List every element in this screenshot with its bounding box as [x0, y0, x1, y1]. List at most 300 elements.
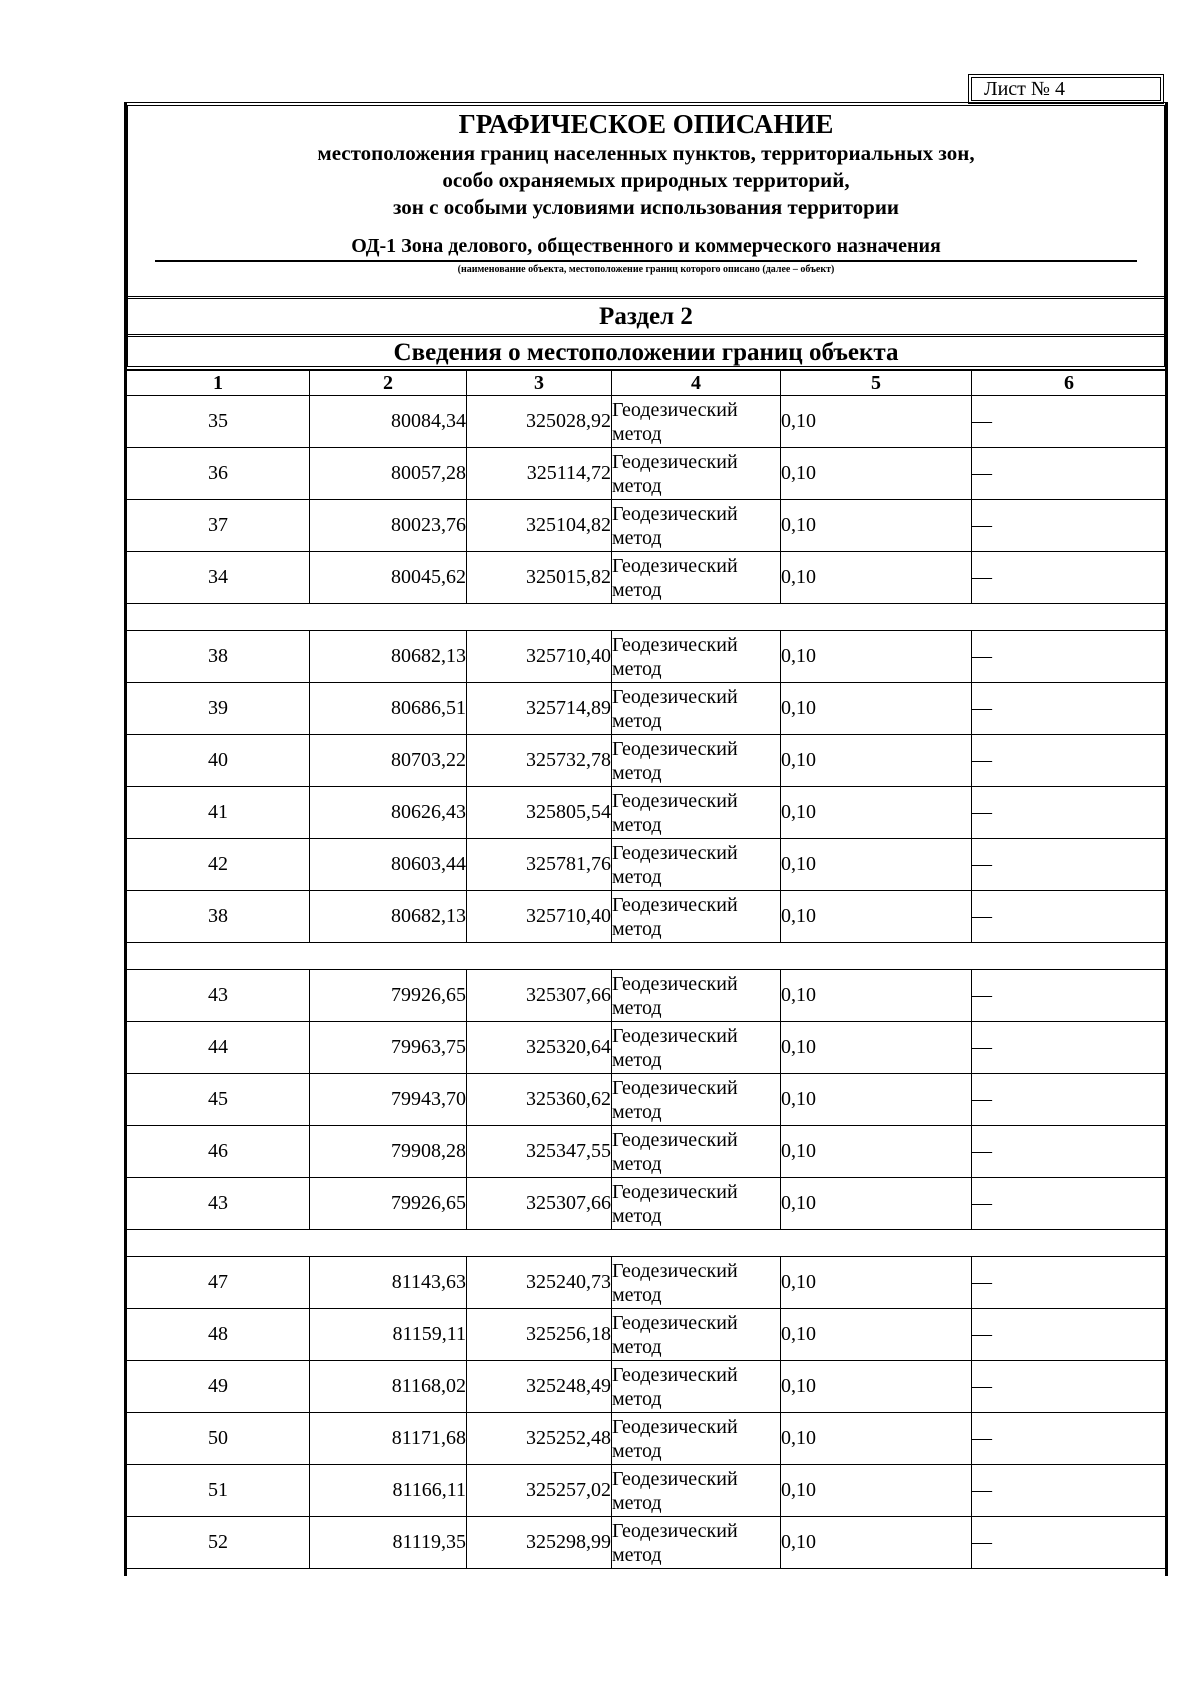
accuracy-cell-text: 0,10 [781, 1088, 816, 1110]
description-cell [972, 735, 1167, 787]
separator-cell [127, 1230, 1167, 1257]
column-header: 6 [972, 371, 1167, 396]
point-number-cell [127, 970, 310, 1022]
description-cell [972, 1126, 1167, 1178]
method-cell-text: метод [612, 761, 662, 784]
table-row [127, 1361, 1167, 1413]
x-coordinate-cell-text: 79943,70 [391, 1088, 466, 1110]
point-number-cell-text: 47 [208, 1271, 228, 1293]
description-cell-text: — [972, 1479, 992, 1501]
point-number-cell [127, 1257, 310, 1309]
description-cell-text: — [972, 1140, 992, 1162]
y-coordinate-cell [467, 970, 612, 1022]
method-cell-text: Геодезический [612, 841, 738, 864]
x-coordinate-cell-text: 80703,22 [391, 749, 466, 771]
accuracy-cell-text: 0,10 [781, 1323, 816, 1345]
method-cell-text: Геодезический [612, 1519, 738, 1542]
y-coordinate-cell-text: 325347,55 [526, 1140, 611, 1162]
method-cell-text: метод [612, 474, 662, 497]
point-number-cell [127, 1517, 310, 1569]
x-coordinate-cell [310, 735, 467, 787]
description-cell-text: — [972, 984, 992, 1006]
description-cell-text: — [972, 1088, 992, 1110]
x-coordinate-cell [310, 631, 467, 683]
method-cell-text: метод [612, 422, 662, 445]
method-cell-text: Геодезический [612, 789, 738, 812]
accuracy-cell-text: 0,10 [781, 410, 816, 432]
accuracy-cell-text: 0,10 [781, 1375, 816, 1397]
description-cell [972, 1257, 1167, 1309]
point-number-cell-text: 45 [208, 1088, 228, 1110]
x-coordinate-cell-text: 81159,11 [392, 1323, 466, 1345]
method-cell-text: метод [612, 1283, 662, 1306]
description-cell [972, 891, 1167, 943]
description-cell [972, 839, 1167, 891]
table-row [127, 396, 1167, 448]
description-cell-text: — [972, 1271, 992, 1293]
description-cell [972, 970, 1167, 1022]
point-number-cell-text: 35 [208, 410, 228, 432]
method-cell-text: метод [612, 657, 662, 680]
method-cell [612, 631, 781, 683]
method-cell-text: Геодезический [612, 502, 738, 525]
point-number-cell-text: 50 [208, 1427, 228, 1449]
description-cell [972, 1022, 1167, 1074]
column-header: 4 [612, 371, 781, 396]
document-subtitle-line-3: зон с особыми условиями использования территории [392, 195, 900, 219]
method-cell-text: Геодезический [612, 1128, 738, 1151]
y-coordinate-cell-text: 325360,62 [526, 1088, 611, 1110]
method-cell-text: метод [612, 1387, 662, 1410]
point-number-cell [127, 787, 310, 839]
x-coordinate-cell-text: 80084,34 [391, 410, 466, 432]
point-number-cell-text: 49 [208, 1375, 228, 1397]
section-title: Сведения о местоположении границ объекта [393, 339, 899, 366]
y-coordinate-cell-text: 325320,64 [526, 1036, 611, 1058]
accuracy-cell-text: 0,10 [781, 566, 816, 588]
method-cell-text: Геодезический [612, 1024, 738, 1047]
description-cell-text: — [972, 1036, 992, 1058]
accuracy-cell-text: 0,10 [781, 1531, 816, 1553]
method-cell-text: Геодезический [612, 1415, 738, 1438]
x-coordinate-cell [310, 1413, 467, 1465]
accuracy-cell-text: 0,10 [781, 853, 816, 875]
method-cell-text: метод [612, 709, 662, 732]
y-coordinate-cell-text: 325015,82 [526, 566, 611, 588]
method-cell-text: Геодезический [612, 1180, 738, 1203]
object-name-underline [155, 260, 1137, 262]
document-subtitle-line-2: особо охраняемых природных территорий, [442, 168, 850, 192]
method-cell [612, 396, 781, 448]
x-coordinate-cell-text: 81119,35 [392, 1531, 466, 1553]
x-coordinate-cell [310, 1309, 467, 1361]
method-cell [612, 683, 781, 735]
accuracy-cell [781, 1126, 972, 1178]
table-row [127, 1465, 1167, 1517]
accuracy-cell-text: 0,10 [781, 1271, 816, 1293]
description-cell-text: — [972, 462, 992, 484]
y-coordinate-cell [467, 891, 612, 943]
accuracy-cell [781, 396, 972, 448]
method-cell-text: Геодезический [612, 450, 738, 473]
accuracy-cell-text: 0,10 [781, 697, 816, 719]
y-coordinate-cell-text: 325114,72 [526, 462, 611, 484]
description-cell [972, 448, 1167, 500]
method-cell-text: метод [612, 1335, 662, 1358]
y-coordinate-cell-text: 325714,89 [526, 697, 611, 719]
table-row [127, 1517, 1167, 1569]
x-coordinate-cell-text: 81168,02 [391, 1375, 466, 1397]
table-row [127, 891, 1167, 943]
x-coordinate-cell-text: 81166,11 [392, 1479, 466, 1501]
method-cell [612, 448, 781, 500]
contour-separator-row [127, 943, 1167, 970]
point-number-cell [127, 735, 310, 787]
point-number-cell-text: 44 [208, 1036, 228, 1058]
x-coordinate-cell [310, 1022, 467, 1074]
description-cell-text: — [972, 645, 992, 667]
description-cell [972, 1517, 1167, 1569]
point-number-cell-text: 43 [208, 984, 228, 1006]
description-cell [972, 1413, 1167, 1465]
description-cell [972, 683, 1167, 735]
sheet-number-label: Лист № 4 [984, 78, 1065, 100]
table-row [127, 787, 1167, 839]
x-coordinate-cell-text: 80682,13 [391, 905, 466, 927]
table-row [127, 500, 1167, 552]
x-coordinate-cell-text: 80023,76 [391, 514, 466, 536]
y-coordinate-cell [467, 1126, 612, 1178]
x-coordinate-cell-text: 79908,28 [391, 1140, 466, 1162]
table-row [127, 1309, 1167, 1361]
header-divider [128, 296, 1164, 299]
point-number-cell [127, 552, 310, 604]
document-header [124, 102, 1168, 370]
object-name: ОД-1 Зона делового, общественного и коммерческого назначения [351, 235, 941, 257]
point-number-cell [127, 839, 310, 891]
method-cell-text: метод [612, 865, 662, 888]
y-coordinate-cell [467, 787, 612, 839]
table-row [127, 1022, 1167, 1074]
accuracy-cell [781, 787, 972, 839]
accuracy-cell [781, 1465, 972, 1517]
table-row [127, 1178, 1167, 1230]
y-coordinate-cell [467, 839, 612, 891]
point-number-cell-text: 37 [208, 514, 228, 536]
method-cell-text: метод [612, 1543, 662, 1566]
point-number-cell [127, 1413, 310, 1465]
method-cell-text: Геодезический [612, 737, 738, 760]
accuracy-cell [781, 1178, 972, 1230]
table-row [127, 1257, 1167, 1309]
accuracy-cell [781, 500, 972, 552]
y-coordinate-cell-text: 325781,76 [526, 853, 611, 875]
x-coordinate-cell [310, 1361, 467, 1413]
method-cell-text: метод [612, 1439, 662, 1462]
x-coordinate-cell-text: 80682,13 [391, 645, 466, 667]
table-row [127, 448, 1167, 500]
table-row [127, 970, 1167, 1022]
description-cell [972, 631, 1167, 683]
method-cell-text: Геодезический [612, 893, 738, 916]
method-cell-text: Геодезический [612, 685, 738, 708]
point-number-cell-text: 40 [208, 749, 228, 771]
method-cell [612, 970, 781, 1022]
point-number-cell [127, 396, 310, 448]
x-coordinate-cell-text: 81143,63 [391, 1271, 466, 1293]
description-cell-text: — [972, 1427, 992, 1449]
accuracy-cell [781, 839, 972, 891]
y-coordinate-cell [467, 683, 612, 735]
y-coordinate-cell-text: 325307,66 [526, 1192, 611, 1214]
point-number-cell-text: 34 [208, 566, 228, 588]
column-header: 5 [781, 371, 972, 396]
point-number-cell-text: 38 [208, 905, 228, 927]
table-row [127, 735, 1167, 787]
point-number-cell [127, 1022, 310, 1074]
point-number-cell-text: 46 [208, 1140, 228, 1162]
document-subtitle-line-1: местоположения границ населенных пунктов, территориальных зон, [317, 141, 975, 165]
method-cell [612, 1309, 781, 1361]
point-number-cell-text: 41 [208, 801, 228, 823]
y-coordinate-cell [467, 1257, 612, 1309]
x-coordinate-cell-text: 80686,51 [391, 697, 466, 719]
method-cell-text: метод [612, 813, 662, 836]
accuracy-cell [781, 1517, 972, 1569]
y-coordinate-cell-text: 325252,48 [526, 1427, 611, 1449]
column-header: 2 [310, 371, 467, 396]
point-number-cell [127, 631, 310, 683]
method-cell-text: метод [612, 1204, 662, 1227]
y-coordinate-cell [467, 1465, 612, 1517]
description-cell [972, 1465, 1167, 1517]
accuracy-cell-text: 0,10 [781, 1036, 816, 1058]
x-coordinate-cell-text: 79926,65 [391, 984, 466, 1006]
method-cell [612, 1517, 781, 1569]
x-coordinate-cell-text: 80045,62 [391, 566, 466, 588]
method-cell-text: метод [612, 1491, 662, 1514]
method-cell [612, 891, 781, 943]
accuracy-cell [781, 631, 972, 683]
accuracy-cell-text: 0,10 [781, 514, 816, 536]
y-coordinate-cell-text: 325805,54 [526, 801, 611, 823]
accuracy-cell-text: 0,10 [781, 462, 816, 484]
separator-cell [127, 604, 1167, 631]
document-title: ГРАФИЧЕСКОЕ ОПИСАНИЕ [458, 109, 834, 139]
coordinates-table [126, 370, 1167, 1569]
accuracy-cell-text: 0,10 [781, 905, 816, 927]
accuracy-cell [781, 1309, 972, 1361]
table-row [127, 1074, 1167, 1126]
x-coordinate-cell [310, 1126, 467, 1178]
y-coordinate-cell-text: 325028,92 [526, 410, 611, 432]
contour-separator-row [127, 604, 1167, 631]
point-number-cell-text: 48 [208, 1323, 228, 1345]
method-cell-text: метод [612, 1048, 662, 1071]
table-row [127, 683, 1167, 735]
description-cell-text: — [972, 801, 992, 823]
x-coordinate-cell [310, 683, 467, 735]
accuracy-cell [781, 1022, 972, 1074]
method-cell [612, 1126, 781, 1178]
x-coordinate-cell [310, 1465, 467, 1517]
description-cell [972, 1309, 1167, 1361]
x-coordinate-cell [310, 970, 467, 1022]
y-coordinate-cell [467, 1022, 612, 1074]
description-cell-text: — [972, 697, 992, 719]
y-coordinate-cell-text: 325732,78 [526, 749, 611, 771]
x-coordinate-cell-text: 80603,44 [391, 853, 466, 875]
x-coordinate-cell [310, 1178, 467, 1230]
method-cell-text: метод [612, 526, 662, 549]
method-cell [612, 1022, 781, 1074]
x-coordinate-cell-text: 80626,43 [391, 801, 466, 823]
method-cell [612, 1074, 781, 1126]
method-cell-text: Геодезический [612, 554, 738, 577]
y-coordinate-cell [467, 396, 612, 448]
x-coordinate-cell-text: 79963,75 [391, 1036, 466, 1058]
method-cell-text: метод [612, 917, 662, 940]
accuracy-cell [781, 970, 972, 1022]
accuracy-cell [781, 891, 972, 943]
accuracy-cell-text: 0,10 [781, 1140, 816, 1162]
description-cell-text: — [972, 1375, 992, 1397]
method-cell-text: Геодезический [612, 1259, 738, 1282]
y-coordinate-cell [467, 1361, 612, 1413]
x-coordinate-cell-text: 81171,68 [391, 1427, 466, 1449]
y-coordinate-cell-text: 325710,40 [526, 645, 611, 667]
x-coordinate-cell [310, 787, 467, 839]
y-coordinate-cell-text: 325257,02 [526, 1479, 611, 1501]
y-coordinate-cell-text: 325104,82 [526, 514, 611, 536]
method-cell-text: Геодезический [612, 633, 738, 656]
point-number-cell [127, 1074, 310, 1126]
y-coordinate-cell [467, 1413, 612, 1465]
description-cell-text: — [972, 749, 992, 771]
point-number-cell-text: 43 [208, 1192, 228, 1214]
sheet-number-box [968, 74, 1164, 104]
x-coordinate-cell [310, 1517, 467, 1569]
accuracy-cell-text: 0,10 [781, 645, 816, 667]
method-cell-text: Геодезический [612, 1311, 738, 1334]
description-cell-text: — [972, 1531, 992, 1553]
description-cell-text: — [972, 1323, 992, 1345]
point-number-cell-text: 38 [208, 645, 228, 667]
description-cell [972, 1361, 1167, 1413]
point-number-cell [127, 891, 310, 943]
y-coordinate-cell-text: 325248,49 [526, 1375, 611, 1397]
description-cell [972, 1178, 1167, 1230]
y-coordinate-cell [467, 1074, 612, 1126]
y-coordinate-cell-text: 325307,66 [526, 984, 611, 1006]
y-coordinate-cell [467, 735, 612, 787]
section-heading: Раздел 2 [599, 303, 693, 330]
x-coordinate-cell [310, 500, 467, 552]
x-coordinate-cell [310, 1257, 467, 1309]
x-coordinate-cell [310, 552, 467, 604]
x-coordinate-cell [310, 396, 467, 448]
table-row [127, 631, 1167, 683]
object-name-note: (наименование объекта, местоположение границ которого описано (далее – объект) [457, 264, 835, 275]
y-coordinate-cell [467, 1309, 612, 1361]
point-number-cell-text: 42 [208, 853, 228, 875]
method-cell [612, 1178, 781, 1230]
description-cell-text: — [972, 853, 992, 875]
method-cell-text: метод [612, 578, 662, 601]
description-cell-text: — [972, 1192, 992, 1214]
point-number-cell-text: 51 [208, 1479, 228, 1501]
description-cell-text: — [972, 566, 992, 588]
description-cell [972, 1074, 1167, 1126]
method-cell-text: Геодезический [612, 398, 738, 421]
accuracy-cell [781, 683, 972, 735]
point-number-cell [127, 500, 310, 552]
x-coordinate-cell [310, 891, 467, 943]
accuracy-cell [781, 1074, 972, 1126]
method-cell [612, 1361, 781, 1413]
y-coordinate-cell-text: 325298,99 [526, 1531, 611, 1553]
accuracy-cell-text: 0,10 [781, 801, 816, 823]
method-cell-text: Геодезический [612, 1363, 738, 1386]
method-cell [612, 1413, 781, 1465]
accuracy-cell [781, 735, 972, 787]
x-coordinate-cell [310, 448, 467, 500]
y-coordinate-cell [467, 500, 612, 552]
method-cell-text: метод [612, 1100, 662, 1123]
separator-cell [127, 943, 1167, 970]
y-coordinate-cell [467, 448, 612, 500]
description-cell [972, 396, 1167, 448]
method-cell [612, 1465, 781, 1517]
method-cell [612, 500, 781, 552]
description-cell [972, 500, 1167, 552]
accuracy-cell-text: 0,10 [781, 749, 816, 771]
table-header-row [127, 371, 1167, 396]
x-coordinate-cell-text: 80057,28 [391, 462, 466, 484]
accuracy-cell [781, 448, 972, 500]
point-number-cell [127, 1465, 310, 1517]
accuracy-cell-text: 0,10 [781, 1479, 816, 1501]
y-coordinate-cell [467, 1178, 612, 1230]
method-cell-text: Геодезический [612, 972, 738, 995]
y-coordinate-cell [467, 631, 612, 683]
description-cell [972, 787, 1167, 839]
description-cell-text: — [972, 514, 992, 536]
y-coordinate-cell-text: 325240,73 [526, 1271, 611, 1293]
method-cell [612, 839, 781, 891]
accuracy-cell [781, 1361, 972, 1413]
y-coordinate-cell [467, 552, 612, 604]
method-cell-text: Геодезический [612, 1467, 738, 1490]
accuracy-cell-text: 0,10 [781, 1427, 816, 1449]
method-cell-text: метод [612, 1152, 662, 1175]
description-cell-text: — [972, 905, 992, 927]
description-cell-text: — [972, 410, 992, 432]
accuracy-cell [781, 1413, 972, 1465]
table-row [127, 839, 1167, 891]
method-cell [612, 1257, 781, 1309]
method-cell [612, 552, 781, 604]
table-row [127, 552, 1167, 604]
description-cell [972, 552, 1167, 604]
point-number-cell-text: 52 [208, 1531, 228, 1553]
method-cell-text: Геодезический [612, 1076, 738, 1099]
accuracy-cell [781, 552, 972, 604]
point-number-cell [127, 1361, 310, 1413]
point-number-cell [127, 1178, 310, 1230]
y-coordinate-cell-text: 325710,40 [526, 905, 611, 927]
x-coordinate-cell [310, 1074, 467, 1126]
